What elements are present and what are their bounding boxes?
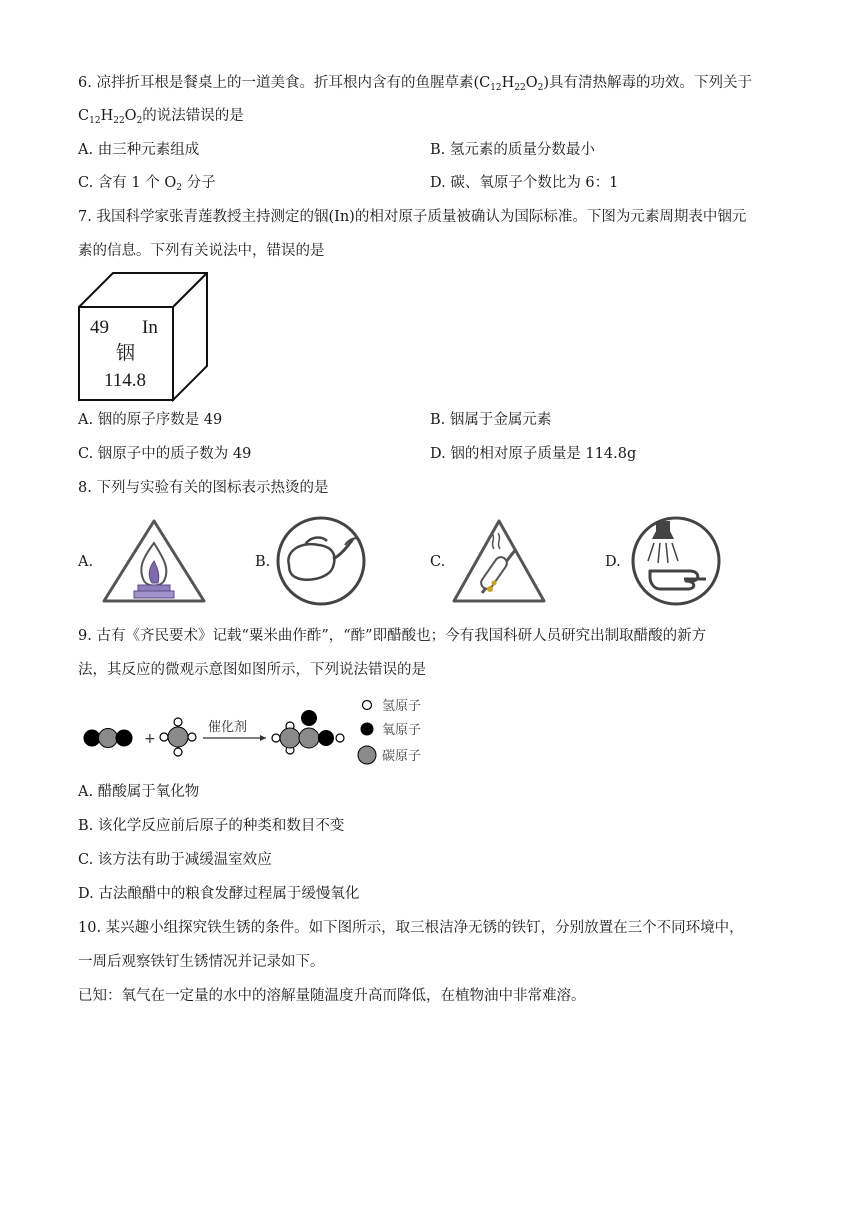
q7-option-a: A. 铟的原子序数是 49 — [78, 412, 223, 428]
q9-option-a: A. 醋酸属于氧化物 — [78, 784, 200, 800]
corrosive-warning-icon — [450, 515, 548, 611]
ch4-molecule — [160, 718, 196, 756]
q10-stem-line2: 一周后观察铁钉生锈情况并记录如下。 — [78, 954, 325, 970]
q8-label-d: D. — [605, 554, 621, 570]
q8-label-b: B. — [255, 554, 271, 570]
hot-surface-icon — [275, 515, 367, 611]
legend-h-label: 氢原子 — [382, 699, 422, 714]
hand-wash-icon — [630, 515, 722, 611]
q8-label-a: A. — [78, 554, 94, 570]
q6-option-b: B. 氢元素的质量分数最小 — [430, 142, 595, 158]
legend-h-swatch — [363, 701, 372, 710]
atomic-number: 49 — [90, 317, 109, 338]
q7-stem-line1: 7. 我国科学家张青莲教授主持测定的铟(In)的相对原子质量被确认为国际标准。下图为元素周期表中铟元 — [78, 209, 747, 225]
q8-label-c: C. — [430, 554, 446, 570]
q9-option-c: C. 该方法有助于减缓温室效应 — [78, 852, 272, 868]
q6-option-d: D. 碳、氧原子个数比为 6：1 — [430, 175, 619, 191]
q7-option-b: B. 铟属于金属元素 — [430, 412, 552, 428]
q9-option-d: D. 古法酿醋中的粮食发酵过程属于缓慢氧化 — [78, 886, 360, 902]
reaction-diagram — [78, 696, 428, 770]
atomic-mass: 114.8 — [104, 370, 147, 391]
flame-warning-icon — [98, 515, 210, 611]
legend-c-swatch — [358, 746, 376, 764]
legend-c-label: 碳原子 — [382, 749, 422, 764]
q6-stem-line2: $C_{12}H_{22}O_2$的说法错误的是 — [78, 108, 244, 126]
q7-stem-line2: 素的信息。下列有关说法中，错误的是 — [78, 243, 325, 259]
q6-option-c: C. 含有 1 个 $O_2$ 分子 — [78, 175, 216, 193]
q9-stem-line2: 法，其反应的微观示意图如图所示，下列说法错误的是 — [78, 662, 426, 678]
q6-stem-line1: 6. 凉拌折耳根是餐桌上的一道美食。折耳根内含有的鱼腥草素$(C_{12}H_{22}O_2)$具有清热解毒的功效。下列关于 — [78, 75, 753, 93]
q7-option-d: D. 铟的相对原子质量是 114.8g — [430, 446, 637, 462]
acetic-acid-molecule — [272, 710, 344, 754]
legend-o-label: 氧原子 — [382, 723, 422, 738]
q10-stem-line1: 10. 某兴趣小组探究铁生锈的条件。如下图所示，取三根洁净无锈的铁钉，分别放置在三个不同环境中， — [78, 920, 744, 936]
q9-stem-line1: 9. 古有《齐民要术》记载“粟米曲作酢”，“酢”即醋酸也；今有我国科研人员研究出制取醋酸的新方 — [78, 628, 707, 644]
q7-option-c: C. 铟原子中的质子数为 49 — [78, 446, 252, 462]
legend — [358, 699, 421, 764]
element-symbol: In — [142, 317, 158, 338]
q8-stem: 8. 下列与实验有关的图标表示热烫的是 — [78, 480, 329, 496]
element-name: 铟 — [116, 343, 136, 364]
periodic-table-cell — [78, 272, 208, 402]
catalyst-label: 催化剂 — [208, 720, 248, 735]
plus-sign: + — [144, 731, 156, 747]
co2-molecule — [84, 729, 132, 748]
legend-o-swatch — [361, 723, 374, 736]
q10-note: 已知：氧气在一定量的水中的溶解量随温度升高而降低，在植物油中非常难溶。 — [78, 988, 586, 1004]
q6-option-a: A. 由三种元素组成 — [78, 142, 200, 158]
q9-option-b: B. 该化学反应前后原子的种类和数目不变 — [78, 818, 345, 834]
